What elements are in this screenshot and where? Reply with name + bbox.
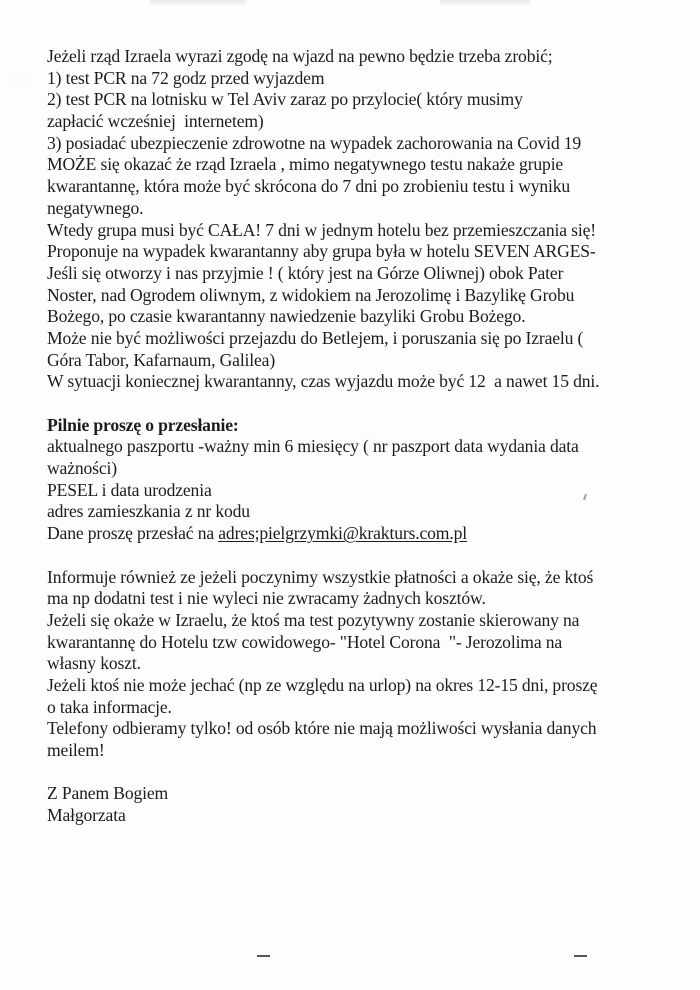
page-edge-mark: [574, 955, 587, 957]
text-line: kwarantannę do Hotelu tzw cowidowego- "Hotel Corona "- Jerozolima na: [47, 631, 563, 652]
text-line: Może nie być możliwości przejazdu do Betlejem, i poruszania się po Izraelu (: [47, 327, 584, 348]
request-heading: Pilnie proszę o przesłanie:: [47, 414, 239, 435]
email-link[interactable]: adres;pielgrzymki@krakturs.com.pl: [218, 523, 467, 544]
text-line: Jeśli się otworzy i nas przyjmie ! ( który jest na Górze Oliwnej) obok Pater: [47, 262, 564, 283]
text-line: Jeżeli się okaże w Izraelu, że ktoś ma test pozytywny zostanie skierowany na: [47, 609, 580, 630]
page-edge-mark: [257, 955, 270, 957]
text-line: negatywnego.: [47, 197, 144, 218]
text-line: Góra Tabor, Kafarnaum, Galilea): [47, 349, 276, 370]
list-item-pcr-before: 1) test PCR na 72 godz przed wyjazdem: [47, 67, 325, 88]
text-line: własny koszt.: [47, 653, 141, 674]
scan-artifact: [440, 0, 530, 6]
text-line: Bożego, po czasie kwarantanny nawiedzenie bazyliki Grobu Bożego.: [47, 306, 526, 327]
text-line: W sytuacji koniecznej kwarantanny, czas wyjazdu może być 12 a nawet 15 dni.: [47, 371, 600, 392]
signature: Małgorzata: [47, 805, 126, 826]
spacer: [47, 762, 687, 784]
scan-noise: · · ·: [8, 76, 36, 85]
text-line: kwarantannę, która może być skrócona do 7 dni po zrobieniu testu i wyniku: [47, 176, 571, 197]
closing: Z Panem Bogiem: [47, 783, 169, 804]
request-item: ważności): [47, 458, 117, 479]
send-prefix: Dane proszę przesłać na: [47, 523, 219, 544]
text-line: ma np dodatni test i nie wyleci nie zwracamy żadnych kosztów.: [47, 588, 486, 609]
scan-artifact: [150, 0, 245, 6]
text-line: Noster, nad Ogrodem oliwnym, z widokiem na Jerozolimę i Bazylikę Grobu: [47, 284, 575, 305]
request-item: adres zamieszkania z nr kodu: [47, 501, 250, 522]
text-line: zapłacić wcześniej internetem): [47, 111, 264, 132]
request-item: aktualnego paszportu -ważny min 6 miesięcy ( nr paszport data wydania data: [47, 436, 579, 457]
text-line: Informuje również ze jeżeli poczynimy wszystkie płatności a okaże się, że ktoś: [47, 566, 594, 587]
text-line: Jeżeli ktoś nie może jechać (np ze względu na urlop) na okres 12-15 dni, proszę: [47, 674, 598, 695]
request-item: PESEL i data urodzenia: [47, 479, 212, 500]
send-data-line: [47, 523, 687, 545]
text-line: Telefony odbieramy tylko! od osób które nie mają możliwości wysłania danych: [47, 718, 597, 739]
text-line: MOŻE się okazać że rząd Izraela , mimo negatywnego testu nakaże grupie: [47, 154, 564, 175]
text-line: meilem!: [47, 740, 105, 760]
list-item-insurance: 3) posiadać ubezpieczenie zdrowotne na wypadek zachorowania na Covid 19: [47, 132, 582, 153]
text-line: Proponuje na wypadek kwarantanny aby grupa była w hotelu SEVEN ARGES-: [47, 241, 596, 262]
spacer: [47, 393, 687, 415]
text-line: Wtedy grupa musi być CAŁA! 7 dni w jednym hotelu bez przemieszczania się!: [47, 219, 596, 240]
list-item-pcr-airport: 2) test PCR na lotnisku w Tel Aviv zaraz po przylocie( który musimy: [47, 89, 523, 110]
letter-body: [47, 46, 687, 827]
text-line: Jeżeli rząd Izraela wyrazi zgodę na wjazd na pewno będzie trzeba zrobić;: [47, 46, 553, 66]
spacer: [47, 545, 687, 567]
text-line: o taka informacje.: [47, 696, 172, 717]
